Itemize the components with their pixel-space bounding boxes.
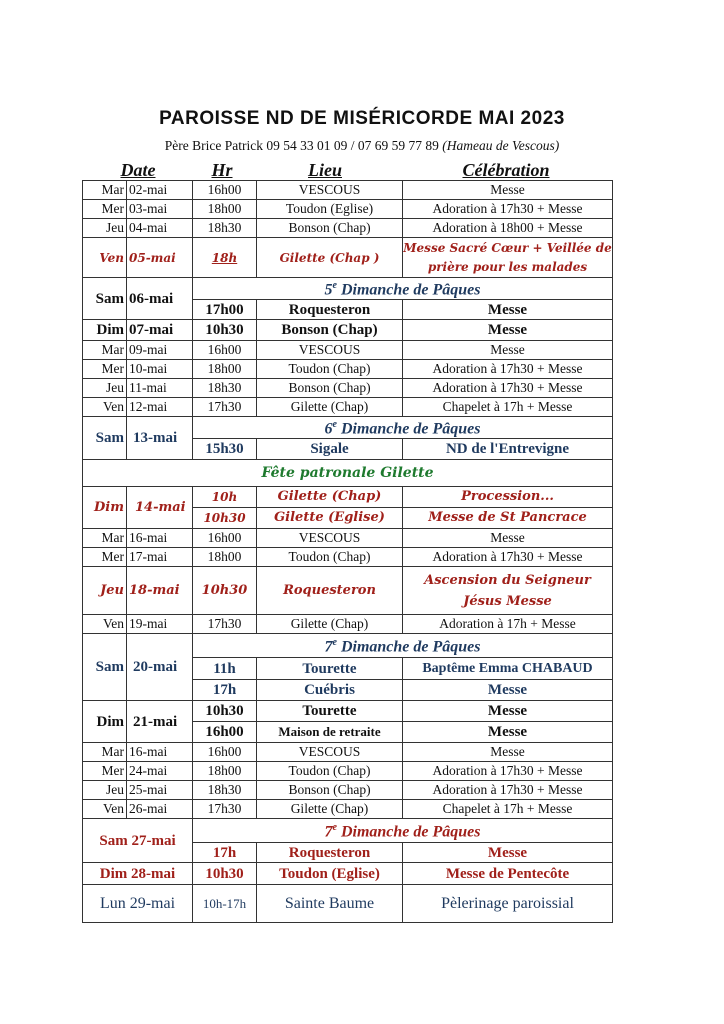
row-hour: 18h00 <box>193 762 257 781</box>
row-date: 20-mai <box>127 634 193 701</box>
row-celebration: Messe <box>403 722 613 743</box>
row-place: Tourette <box>257 701 403 722</box>
row-day: Mer <box>83 360 127 379</box>
row-hour: 18h <box>193 238 257 278</box>
row-place: Roquesteron <box>257 300 403 320</box>
row-date: 07-mai <box>127 320 193 341</box>
row-hour: 10h30 <box>193 701 257 722</box>
table-row <box>83 762 613 781</box>
row-celebration: Chapelet à 17h + Messe <box>403 398 613 417</box>
row-celebration: Messe <box>403 181 613 200</box>
row-date: 13-mai <box>127 417 193 460</box>
row-place: Roquesteron <box>257 843 403 863</box>
row-hour: 17h30 <box>193 615 257 634</box>
row-hour: 15h30 <box>193 439 257 460</box>
page-title: PAROISSE ND DE MISÉRICORDE MAI 2023 <box>159 108 565 129</box>
row-hour: 16h00 <box>193 529 257 548</box>
row-day: Sam <box>83 278 127 320</box>
row-celebration: Adoration à 17h30 + Messe <box>403 762 613 781</box>
table-row <box>83 701 613 722</box>
sunday-banner: 7e Dimanche de Pâques <box>193 819 613 843</box>
table-row <box>83 819 613 843</box>
row-place: Bonson (Chap) <box>257 781 403 800</box>
row-date: 25-mai <box>127 781 193 800</box>
table-row <box>83 800 613 819</box>
row-date: 04-mai <box>127 219 193 238</box>
row-date: 10-mai <box>127 360 193 379</box>
row-date: 17-mai <box>127 548 193 567</box>
row-date: 02-mai <box>127 181 193 200</box>
table-row <box>83 341 613 360</box>
row-place: VESCOUS <box>257 181 403 200</box>
table-row <box>83 863 613 885</box>
row-date: 16-mai <box>127 743 193 762</box>
row-celebration: Chapelet à 17h + Messe <box>403 800 613 819</box>
row-day: Mar <box>83 181 127 200</box>
table-row <box>83 460 613 487</box>
row-place: Gilette (Chap) <box>257 487 403 508</box>
row-celebration: Ascension du Seigneur Jésus Messe <box>403 567 613 615</box>
row-celebration: Procession... <box>403 487 613 508</box>
row-place: VESCOUS <box>257 529 403 548</box>
row-hour: 16h00 <box>193 341 257 360</box>
row-hour: 10h <box>193 487 257 508</box>
row-place: VESCOUS <box>257 341 403 360</box>
row-date: 11-mai <box>127 379 193 398</box>
sunday-banner: 7e Dimanche de Pâques <box>193 634 613 658</box>
row-celebration: Pèlerinage paroissial <box>403 885 613 923</box>
table-row <box>83 398 613 417</box>
row-day: Mar <box>83 341 127 360</box>
row-celebration: Messe de Pentecôte <box>403 863 613 885</box>
row-date: 12-mai <box>127 398 193 417</box>
row-day-date: Lun 29-mai <box>83 885 193 923</box>
row-place: Gilette (Chap ) <box>257 238 403 278</box>
row-date: 16-mai <box>127 529 193 548</box>
table-row <box>83 320 613 341</box>
row-day: Mer <box>83 548 127 567</box>
row-hour: 17h00 <box>193 300 257 320</box>
row-day: Ven <box>83 398 127 417</box>
row-celebration: Adoration à 17h30 + Messe <box>403 379 613 398</box>
row-hour: 17h <box>193 680 257 701</box>
row-day: Ven <box>83 238 127 278</box>
priest-location: (Hameau de Vescous) <box>442 138 560 153</box>
table-row <box>83 567 613 615</box>
row-day: Ven <box>83 800 127 819</box>
row-place: Gilette (Eglise) <box>257 508 403 529</box>
row-celebration: Adoration à 17h30 + Messe <box>403 781 613 800</box>
row-celebration: Messe <box>403 843 613 863</box>
row-hour: 18h30 <box>193 379 257 398</box>
table-row <box>83 360 613 379</box>
row-day: Mer <box>83 762 127 781</box>
row-day: Jeu <box>83 379 127 398</box>
priest-contact: Père Brice Patrick 09 54 33 01 09 / 07 69 59 77 89 <box>164 138 439 153</box>
row-date: 21-mai <box>127 701 193 743</box>
row-date: 24-mai <box>127 762 193 781</box>
row-hour: 17h30 <box>193 800 257 819</box>
row-day: Mar <box>83 529 127 548</box>
row-place: Maison de retraite <box>257 722 403 743</box>
row-celebration: Messe <box>403 743 613 762</box>
row-place: VESCOUS <box>257 743 403 762</box>
row-celebration: Messe <box>403 680 613 701</box>
row-hour: 18h00 <box>193 548 257 567</box>
row-place: Toudon (Chap) <box>257 762 403 781</box>
row-day: Mar <box>83 743 127 762</box>
table-row <box>83 634 613 658</box>
row-place: Sigale <box>257 439 403 460</box>
row-day: Dim <box>83 701 127 743</box>
header-lieu: Lieu <box>308 160 342 180</box>
row-place: Sainte Baume <box>257 885 403 923</box>
row-place: Tourette <box>257 658 403 680</box>
row-hour: 18h00 <box>193 200 257 219</box>
row-hour: 10h-17h <box>193 885 257 923</box>
row-hour: 18h30 <box>193 781 257 800</box>
row-place: Gilette (Chap) <box>257 800 403 819</box>
row-day: Jeu <box>83 219 127 238</box>
row-date: 05-mai <box>127 238 193 278</box>
table-row <box>83 487 613 508</box>
row-place: Toudon (Chap) <box>257 360 403 379</box>
row-celebration: Adoration à 17h30 + Messe <box>403 360 613 379</box>
row-date: 06-mai <box>127 278 193 320</box>
subtitle <box>0 138 724 154</box>
row-day: Sam <box>83 634 127 701</box>
row-hour: 11h <box>193 658 257 680</box>
row-hour: 10h30 <box>193 508 257 529</box>
row-hour: 17h30 <box>193 398 257 417</box>
table-row <box>83 417 613 439</box>
row-hour: 16h00 <box>193 181 257 200</box>
header-celebration: Célébration <box>462 160 550 180</box>
sunday-banner: 5e Dimanche de Pâques <box>193 278 613 300</box>
table-row <box>83 615 613 634</box>
row-celebration: Adoration à 18h00 + Messe <box>403 219 613 238</box>
row-celebration: Adoration à 17h30 + Messe <box>403 548 613 567</box>
row-day: Jeu <box>83 781 127 800</box>
row-hour: 10h30 <box>193 320 257 341</box>
row-celebration: Messe Sacré Cœur + Veillée de prière pour les malades <box>403 238 613 278</box>
row-day: Dim <box>83 320 127 341</box>
row-day: Dim <box>83 487 127 529</box>
row-celebration: Messe <box>403 529 613 548</box>
row-hour: 16h00 <box>193 722 257 743</box>
row-day: Sam <box>83 417 127 460</box>
table-row <box>83 379 613 398</box>
row-hour: 16h00 <box>193 743 257 762</box>
row-place: Toudon (Eglise) <box>257 863 403 885</box>
row-hour: 18h30 <box>193 219 257 238</box>
row-celebration: Adoration à 17h30 + Messe <box>403 200 613 219</box>
row-place: Toudon (Eglise) <box>257 200 403 219</box>
row-day: Mer <box>83 200 127 219</box>
table-row <box>83 743 613 762</box>
row-celebration: Messe <box>403 701 613 722</box>
table-row <box>83 219 613 238</box>
table-row <box>83 181 613 200</box>
row-date: 09-mai <box>127 341 193 360</box>
row-hour: 10h30 <box>193 863 257 885</box>
row-place: Bonson (Chap) <box>257 320 403 341</box>
row-day-date: Dim 28-mai <box>83 863 193 885</box>
row-day-date: Sam 27-mai <box>83 819 193 863</box>
row-date: 19-mai <box>127 615 193 634</box>
row-place: Roquesteron <box>257 567 403 615</box>
row-place: Bonson (Chap) <box>257 379 403 398</box>
row-hour: 10h30 <box>193 567 257 615</box>
row-celebration: Messe <box>403 341 613 360</box>
row-day: Jeu <box>83 567 127 615</box>
row-celebration: Adoration à 17h + Messe <box>403 615 613 634</box>
row-date: 03-mai <box>127 200 193 219</box>
table-row <box>83 885 613 923</box>
table-row <box>83 781 613 800</box>
row-celebration: Baptême Emma CHABAUD <box>403 658 613 680</box>
row-celebration: ND de l'Entrevigne <box>403 439 613 460</box>
header-date: Date <box>120 160 156 180</box>
row-place: Gilette (Chap) <box>257 615 403 634</box>
feast-banner: Fête patronale Gilette <box>83 460 613 487</box>
row-place: Toudon (Chap) <box>257 548 403 567</box>
row-place: Gilette (Chap) <box>257 398 403 417</box>
row-day: Ven <box>83 615 127 634</box>
row-date: 18-mai <box>127 567 193 615</box>
table-row <box>83 238 613 278</box>
schedule-table <box>82 180 613 923</box>
row-place: Bonson (Chap) <box>257 219 403 238</box>
row-place: Cuébris <box>257 680 403 701</box>
row-celebration: Messe de St Pancrace <box>403 508 613 529</box>
table-row <box>83 529 613 548</box>
row-hour: 17h <box>193 843 257 863</box>
row-date: 14-mai <box>127 487 193 529</box>
table-row <box>83 200 613 219</box>
table-row <box>83 548 613 567</box>
row-date: 26-mai <box>127 800 193 819</box>
row-hour: 18h00 <box>193 360 257 379</box>
row-celebration: Messe <box>403 300 613 320</box>
header-hr: Hr <box>211 160 233 180</box>
sunday-banner: 6e Dimanche de Pâques <box>193 417 613 439</box>
table-row <box>83 278 613 300</box>
row-celebration: Messe <box>403 320 613 341</box>
